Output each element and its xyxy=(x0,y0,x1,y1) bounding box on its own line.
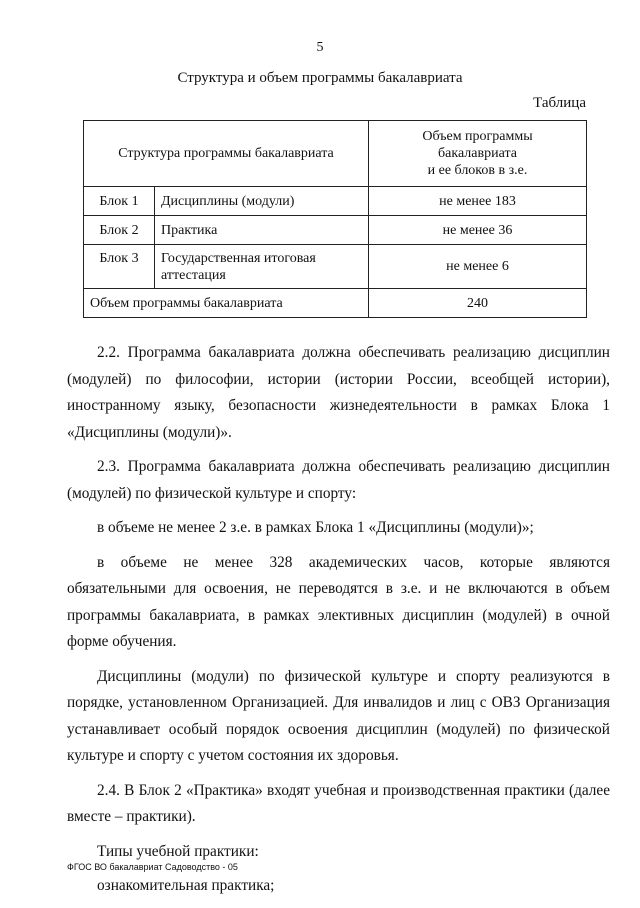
paragraph: 2.2. Программа бакалавриата должна обеспечивать реализацию дисциплин (модулей) по философии, истории (истории России, всеобщей истории), иностранному языку, безопасности жизнедеятельности в рамках Блока 1 «Дисциплины (модули)». xyxy=(67,344,610,441)
table-row xyxy=(84,216,587,245)
block-cell: Блок 3 xyxy=(84,245,155,289)
header-volume-line: и ее блоков в з.е. xyxy=(427,163,528,178)
header-structure: Структура программы бакалавриата xyxy=(84,121,369,187)
total-label: Объем программы бакалавриата xyxy=(84,289,369,318)
name-line: аттестация xyxy=(161,267,226,283)
table-total-row xyxy=(84,289,587,318)
page-number: 5 xyxy=(316,40,324,55)
paragraph: Дисциплины (модули) по физической культуре и спорту реализуются в порядке, установленном Организацией. Для инвалидов и лиц с ОВЗ Организация устанавливает особый порядок освоения дисциплин (модулей) по физической культуре и спорту с учетом состояния их здоровья. xyxy=(67,667,610,764)
volume-cell: не менее 6 xyxy=(369,245,587,289)
name-line: Государственная итоговая xyxy=(161,250,316,266)
paragraph: 2.4. В Блок 2 «Практика» входят учебная и производственная практики (далее вместе – практики). xyxy=(67,781,610,825)
table-title: Структура и объем программы бакалавриата xyxy=(177,70,463,86)
total-value: 240 xyxy=(369,289,587,318)
paragraph: 2.3. Программа бакалавриата должна обеспечивать реализацию дисциплин (модулей) по физической культуре и спорту: xyxy=(67,458,610,502)
header-volume-line: Объем программы xyxy=(422,129,533,144)
volume-cell: не менее 183 xyxy=(369,187,587,216)
block-cell: Блок 2 xyxy=(84,216,155,245)
paragraph: ознакомительная практика; xyxy=(97,877,275,894)
body-text xyxy=(67,340,610,908)
table-row xyxy=(84,245,587,289)
footer: ФГОС ВО бакалавриат Садоводство - 05 xyxy=(67,862,238,872)
name-cell: Практика xyxy=(155,216,369,245)
name-cell xyxy=(155,245,369,289)
volume-cell: не менее 36 xyxy=(369,216,587,245)
name-cell: Дисциплины (модули) xyxy=(155,187,369,216)
table-row xyxy=(84,187,587,216)
header-volume-line: бакалавриата xyxy=(438,146,517,161)
block-cell: Блок 1 xyxy=(84,187,155,216)
header-volume xyxy=(369,121,587,187)
paragraph: в объеме не менее 328 академических часов, которые являются обязательными для освоения, не переводятся в з.е. и не включаются в объем программы бакалавриата, в рамках элективных дисциплин (модулей) в очной форме обучения. xyxy=(67,553,610,650)
table-header-row xyxy=(84,121,587,187)
paragraph: Типы учебной практики: xyxy=(97,842,259,860)
paragraph: в объеме не менее 2 з.е. в рамках Блока 1 «Дисциплины (модули)»; xyxy=(97,519,534,536)
structure-table xyxy=(83,120,587,318)
table-caption: Таблица xyxy=(533,95,586,111)
